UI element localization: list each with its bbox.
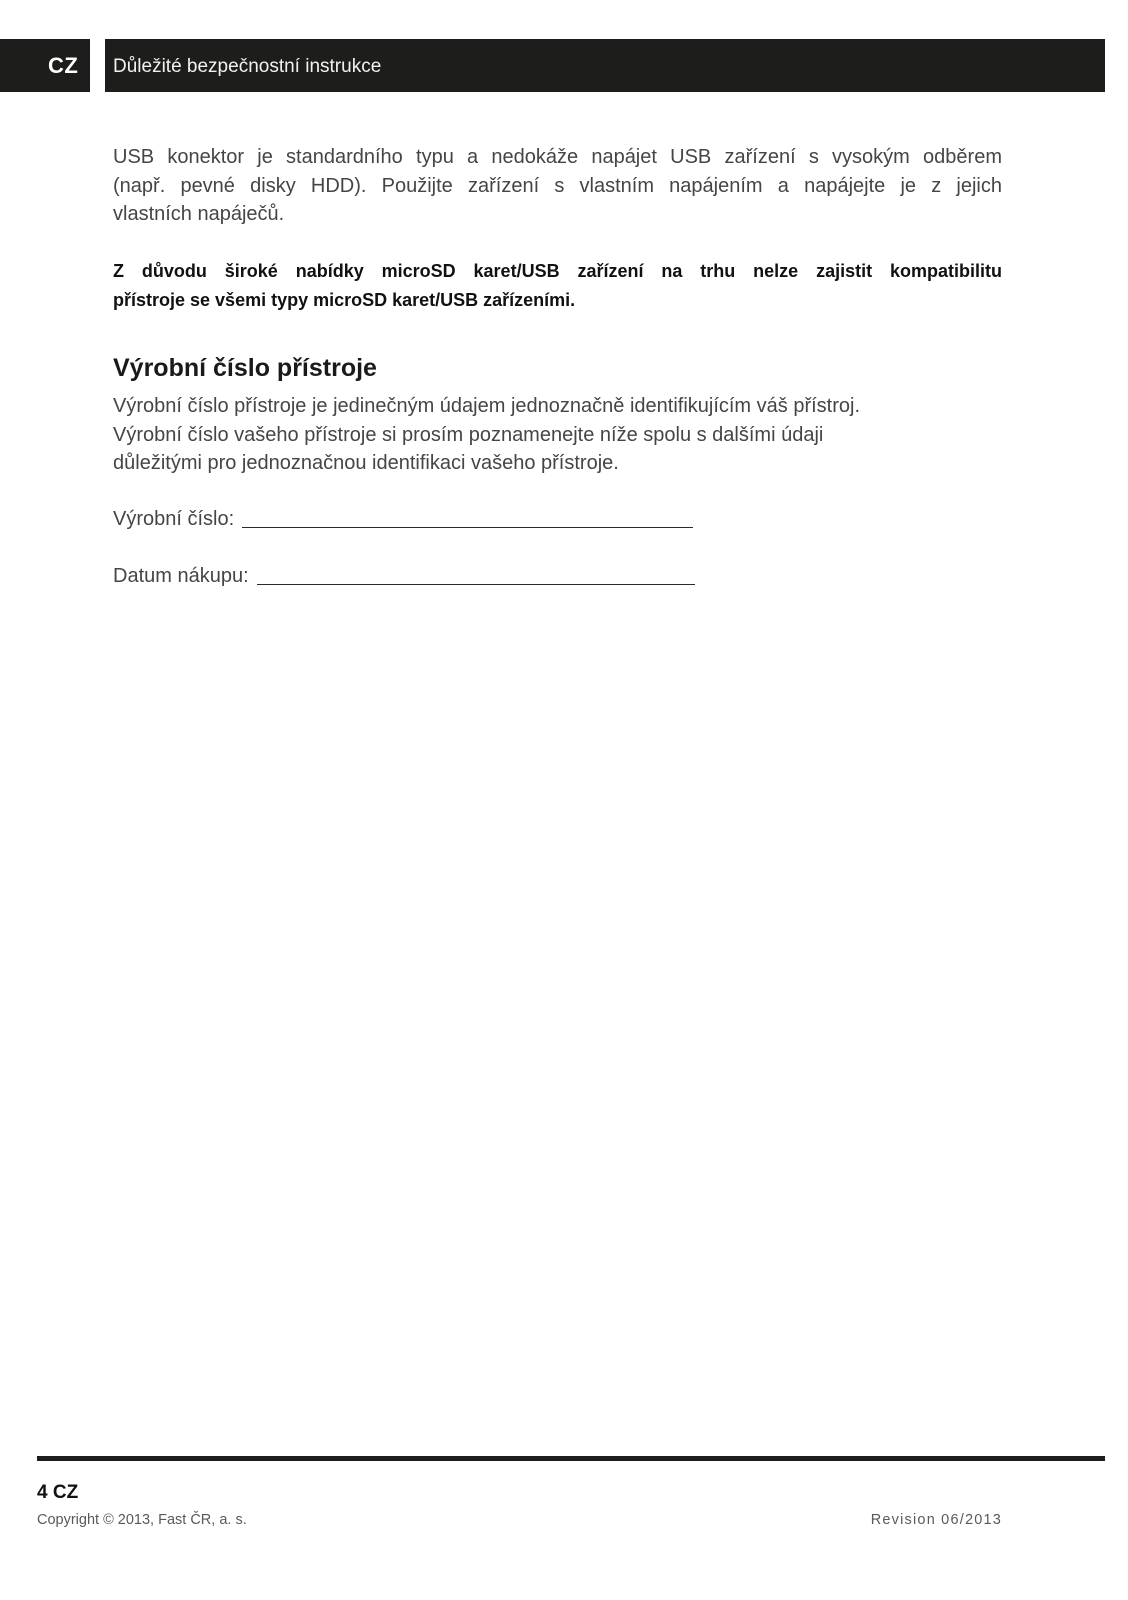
language-code: CZ [48,53,79,78]
usb-notice-line: (např. pevné disky HDD). Použijte zařízení s vlastním napájením a napájejte je z jejich [113,174,1002,197]
copyright-notice: Copyright © 2013, Fast ČR, a. s. [37,1512,247,1528]
footer-divider [37,1456,1105,1461]
section-title: Důležité bezpečnostní instrukce [113,56,382,77]
language-tab [0,39,90,92]
compatibility-warning-line: přístroje se všemi typy microSD karet/USB zařízeními. [113,290,576,310]
serial-number-heading: Výrobní číslo přístroje [113,354,377,382]
purchase-date-label: Datum nákupu: [113,565,249,587]
usb-notice-line: vlastních napáječů. [113,203,285,225]
serial-number-label: Výrobní číslo: [113,508,235,530]
serial-number-field [113,505,693,533]
compatibility-warning [113,257,1002,315]
compatibility-warning-line: Z důvodu široké nabídky microSD karet/USB zařízení na trhu nelze zajistit kompatibilitu [113,261,1002,281]
purchase-date-blank-line [257,584,695,585]
page-number: 4 CZ [37,1482,79,1503]
serial-number-description [113,392,1002,478]
purchase-date-field [113,562,695,590]
serial-description-line: Výrobní číslo přístroje je jedinečným údajem jednoznačně identifikujícím váš přístroj. [113,395,861,417]
serial-description-line: důležitými pro jednoznačnou identifikaci vašeho přístroje. [113,452,619,474]
usb-notice-paragraph [113,143,1002,229]
revision-label: Revision 06/2013 [870,1512,1002,1528]
serial-description-line: Výrobní číslo vašeho přístroje si prosím poznamenejte níže spolu s dalšími údaji [113,423,824,446]
usb-notice-line: USB konektor je standardního typu a nedokáže napájet USB zařízení s vysokým odběrem [113,146,1002,168]
serial-number-blank-line [242,527,693,528]
section-header-bar [105,39,1105,92]
